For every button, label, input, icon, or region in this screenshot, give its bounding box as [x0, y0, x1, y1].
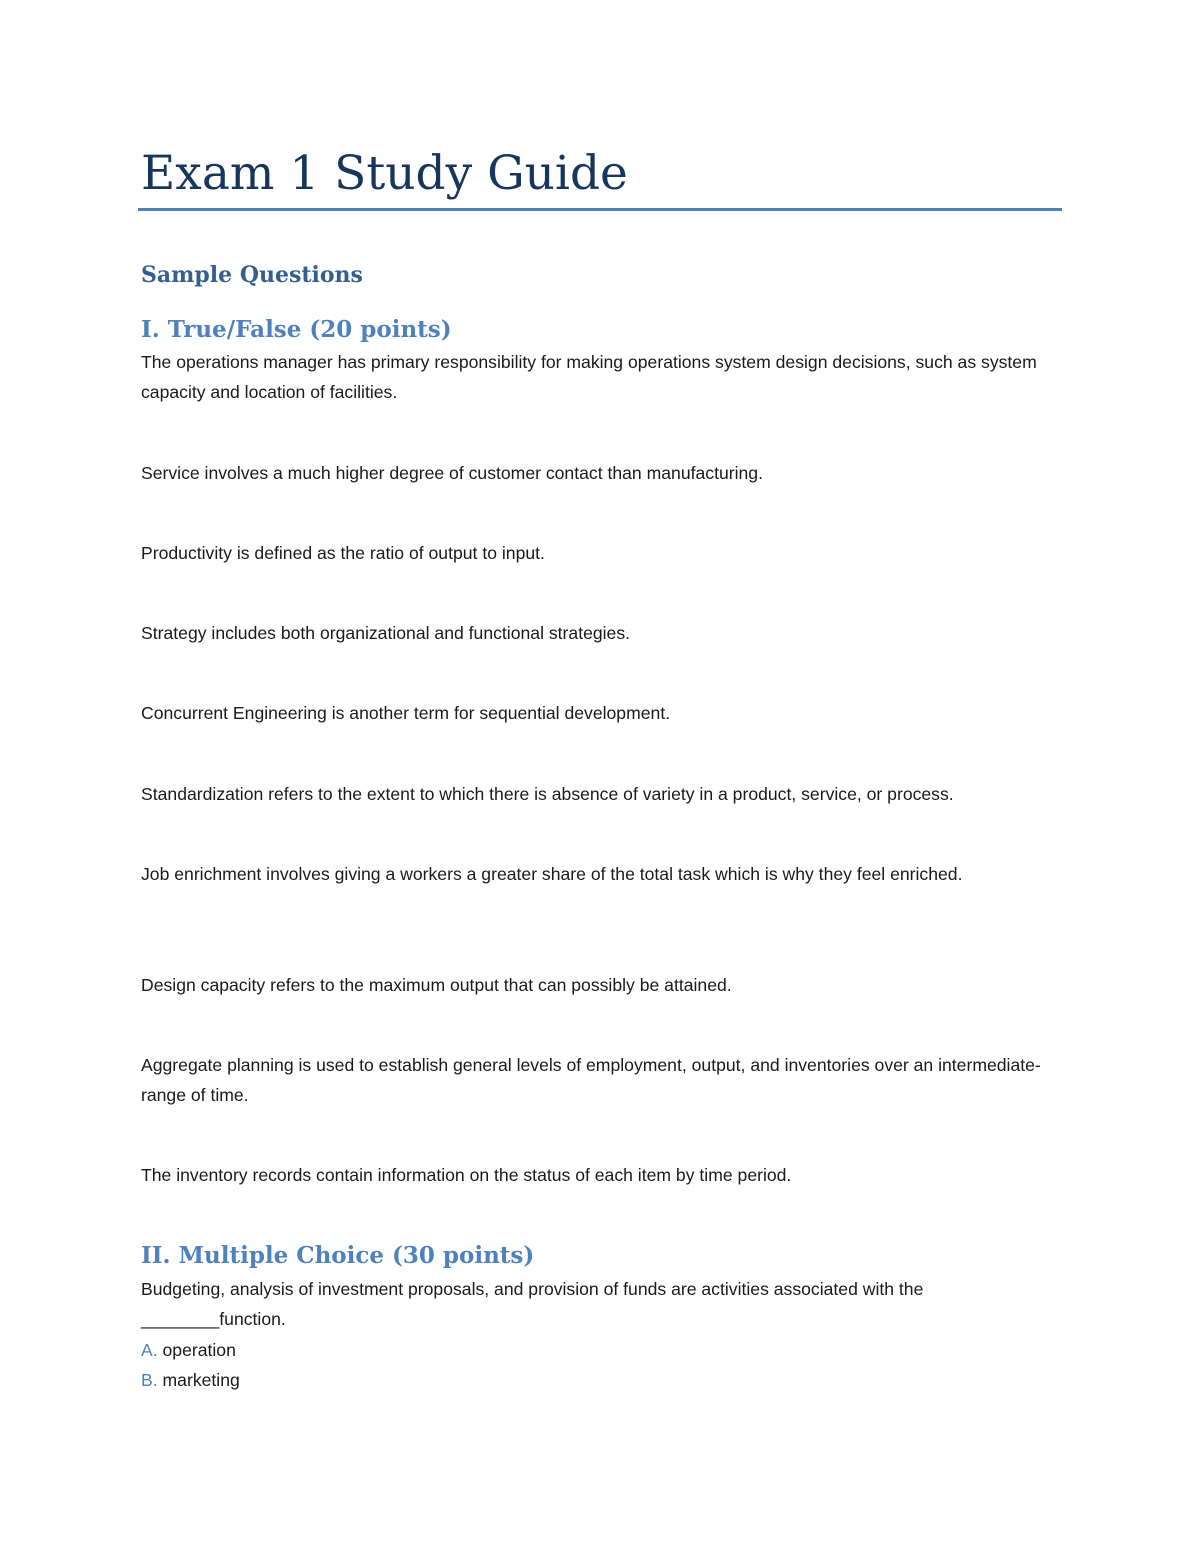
- true-false-question: The operations manager has primary responsibility for making operations system design decisions, such as system capacity and location of facilities.: [141, 352, 1037, 402]
- true-false-question: Concurrent Engineering is another term for sequential development.: [141, 703, 671, 723]
- true-false-question: The inventory records contain information on the status of each item by time period.: [141, 1165, 792, 1185]
- document-title: Exam 1 Study Guide: [141, 146, 628, 201]
- true-false-question: Aggregate planning is used to establish general levels of employment, output, and inventories over an intermediate-range of time.: [141, 1055, 1041, 1105]
- option-letter: A.: [141, 1340, 158, 1360]
- document-page: [141, 0, 1065, 1553]
- section-heading-multiple-choice: II. Multiple Choice (30 points): [141, 1242, 535, 1269]
- title-divider: [138, 208, 1062, 211]
- true-false-question: Job enrichment involves giving a workers a greater share of the total task which is why they feel enriched.: [141, 864, 963, 884]
- multiple-choice-option: [141, 1365, 240, 1395]
- true-false-question: Productivity is defined as the ratio of output to input.: [141, 543, 545, 563]
- true-false-question: Design capacity refers to the maximum output that can possibly be attained.: [141, 975, 732, 995]
- option-text: operation: [162, 1340, 236, 1360]
- multiple-choice-option: [141, 1335, 236, 1365]
- option-letter: B.: [141, 1370, 158, 1390]
- option-text: marketing: [162, 1370, 240, 1390]
- true-false-question: Service involves a much higher degree of customer contact than manufacturing.: [141, 463, 763, 483]
- true-false-question: Strategy includes both organizational and functional strategies.: [141, 623, 631, 643]
- section-heading-true-false: I. True/False (20 points): [141, 316, 452, 343]
- multiple-choice-question: Budgeting, analysis of investment proposals, and provision of funds are activities associated with the ________function.: [141, 1279, 924, 1329]
- true-false-question: Standardization refers to the extent to which there is absence of variety in a product, service, or process.: [141, 784, 954, 804]
- document-subtitle: Sample Questions: [141, 262, 363, 288]
